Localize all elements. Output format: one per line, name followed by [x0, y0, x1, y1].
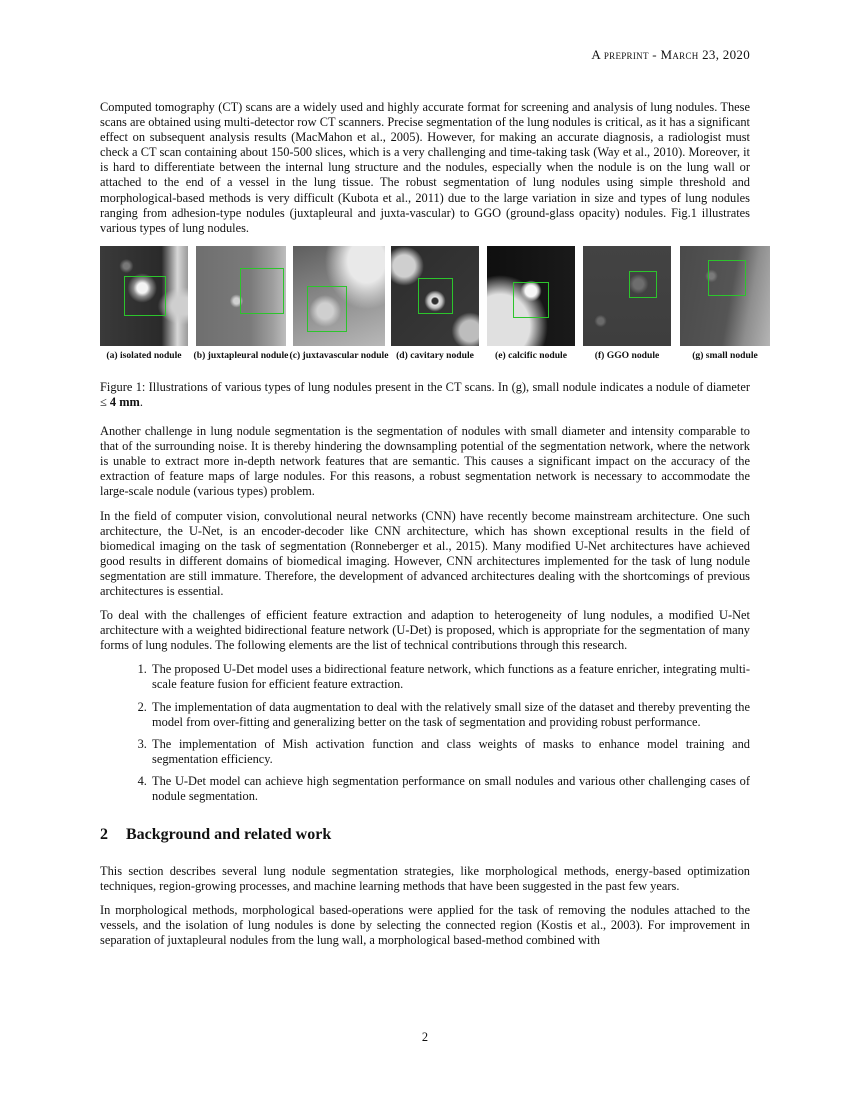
paragraph-background: This section describes several lung nodule segmentation strategies, like morphological methods, energy-based optimization techniques, region-growing processes, and machine learning methods that have been suggested in the past few years. [100, 864, 750, 894]
list-item: 1. The proposed U-Det model uses a bidirectional feature network, which functions as a feature enricher, integrating multi-scale feature fusion for efficient feature extraction. [150, 662, 750, 692]
figure-1 [100, 246, 758, 370]
nodule-box [307, 286, 347, 332]
paragraph-udet: To deal with the challenges of efficient feature extraction and adaption to heterogeneity of lung nodules, a modified U-Net architecture with a weighted bidirectional feature network (U-Det) is proposed, which is appropriate for the segmentation of many forms of lung nodules. The following elements are the list of technical contributions through this research. [100, 608, 750, 653]
intro-paragraph: Computed tomography (CT) scans are a widely used and highly accurate format for screening and analysis of lung nodules. These scans are obtained using multi-detector row CT scanners. Precise segmentation of the lung nodules is critical, as it has a significant effect on subsequent analysis results (MacMahon et al., 2005). However, for making an accurate diagnosis, a radiologist must check a CT scan containing about 150-500 slices, which is a very challenging and time-taking task (Way et al., 2010). Moreover, it is hard to differentiate between the internal lung structure and the nodules, especially when the nodule is on the lung wall or attached to the end of a vessel in the lung tissue. The robust segmentation of lung nodules using simple threshold and morphological-based methods is very difficult (Kubota et al., 2011) due to the large variation in size and types of lung nodules ranging from adhesion-type nodules (juxtapleural and juxta-vascular) to GGO (ground-glass opacity) nodules. Fig.1 illustrates various types of lung nodules. [100, 100, 750, 235]
header-date: March 23, 2020 [660, 47, 750, 62]
figure-caption-bold: 4 mm [109, 394, 140, 409]
ct-image-cavitary [391, 246, 479, 346]
ct-image-juxtavascular [293, 246, 385, 346]
nodule-box [418, 278, 453, 314]
figure-panel-juxtavascular [289, 246, 389, 361]
figure-caption-text: Figure 1: Illustrations of various types of lung nodules present in the CT scans. In (g), small nodule indicates a nodule of diameter ≤ [100, 379, 750, 409]
paragraph-morphological: In morphological methods, morphological based-operations were applied for the task of removing the nodules attached to the vessels, and the isolation of lung nodules is done by selecting the connected region (Kostis et al., 2003). For improvement in separation of juxtapleural nodules from the lung wall, a morphological based-method combined with [100, 903, 750, 948]
section-number: 2 [100, 826, 108, 844]
panel-caption: (a) isolated nodule [106, 349, 182, 361]
panel-caption: (b) juxtapleural nodule [193, 349, 289, 361]
list-item: 4. The U-Det model can achieve high segmentation performance on small nodules and various other challenging cases of nodule segmentation. [150, 774, 750, 804]
ct-image-juxtapleural [196, 246, 286, 346]
ct-image-ggo [583, 246, 671, 346]
page-body [100, 100, 758, 958]
nodule-box [629, 271, 657, 298]
panel-caption: (f) GGO nodule [594, 349, 660, 361]
ct-image-isolated [100, 246, 188, 346]
figure-caption-end: . [139, 394, 143, 409]
panel-caption: (g) small nodule [692, 349, 758, 361]
figure-panel-calcific [487, 246, 575, 361]
nodule-box [240, 268, 284, 314]
panel-caption: (d) cavitary nodule [396, 349, 474, 361]
section-heading [100, 826, 750, 844]
ct-image-small [680, 246, 770, 346]
figure-panel-small [680, 246, 770, 361]
nodule-box [708, 260, 746, 296]
paragraph-challenge: Another challenge in lung nodule segmentation is the segmentation of nodules with small diameter and intensity comparable to that of the surrounding noise. It is thereby hindering the downsampling potential of the segmentation network, where the network is unable to extract more in-depth network features that are semantic. This causes a significant impact on the accuracy of the extraction of feature maps of large nodules. For this reasons, a robust segmentation network is necessary to accommodate the large-scale nodule (various types) problem. [100, 424, 750, 499]
list-item: 3. The implementation of Mish activation function and class weights of masks to enhance model training and segmentation efficiency. [150, 737, 750, 767]
header-separator: - [648, 47, 661, 62]
figure-panel-cavitary [391, 246, 479, 361]
header-prefix: A preprint [591, 47, 649, 62]
figure-panel-ggo [583, 246, 671, 361]
list-item: 2. The implementation of data augmentation to deal with the relatively small size of the dataset and thereby preventing the model from over-fitting and generalizing better on the task of segmentation and providing robust performance. [150, 700, 750, 730]
panel-caption: (e) calcific nodule [495, 349, 567, 361]
running-header [591, 47, 750, 63]
figure-panel-isolated [100, 246, 188, 361]
section-title: Background and related work [126, 826, 332, 844]
figure-caption [100, 380, 750, 410]
page-number: 2 [421, 1030, 429, 1044]
figure-panel-juxtapleural [193, 246, 289, 361]
paragraph-cnn: In the field of computer vision, convolutional neural networks (CNN) have recently become mainstream architecture. One such architecture, the U-Net, is an encoder-decoder like CNN architecture, which has shown exceptional results in the field of biomedical imaging on the task of segmentation (Ronneberger et al., 2015). Many modified U-Net architectures have achieved good results in different domains of biomedical imaging. However, CNN architectures implemented for the task of lung nodule segmentation are still immature. Therefore, the development of advanced architectures dealing with the shortcomings of previous architectures is essential. [100, 508, 750, 598]
nodule-box [124, 276, 166, 316]
panel-caption: (c) juxtavascular nodule [289, 349, 389, 361]
nodule-box [513, 282, 549, 318]
ct-image-calcific [487, 246, 575, 346]
contributions-list [100, 662, 750, 804]
